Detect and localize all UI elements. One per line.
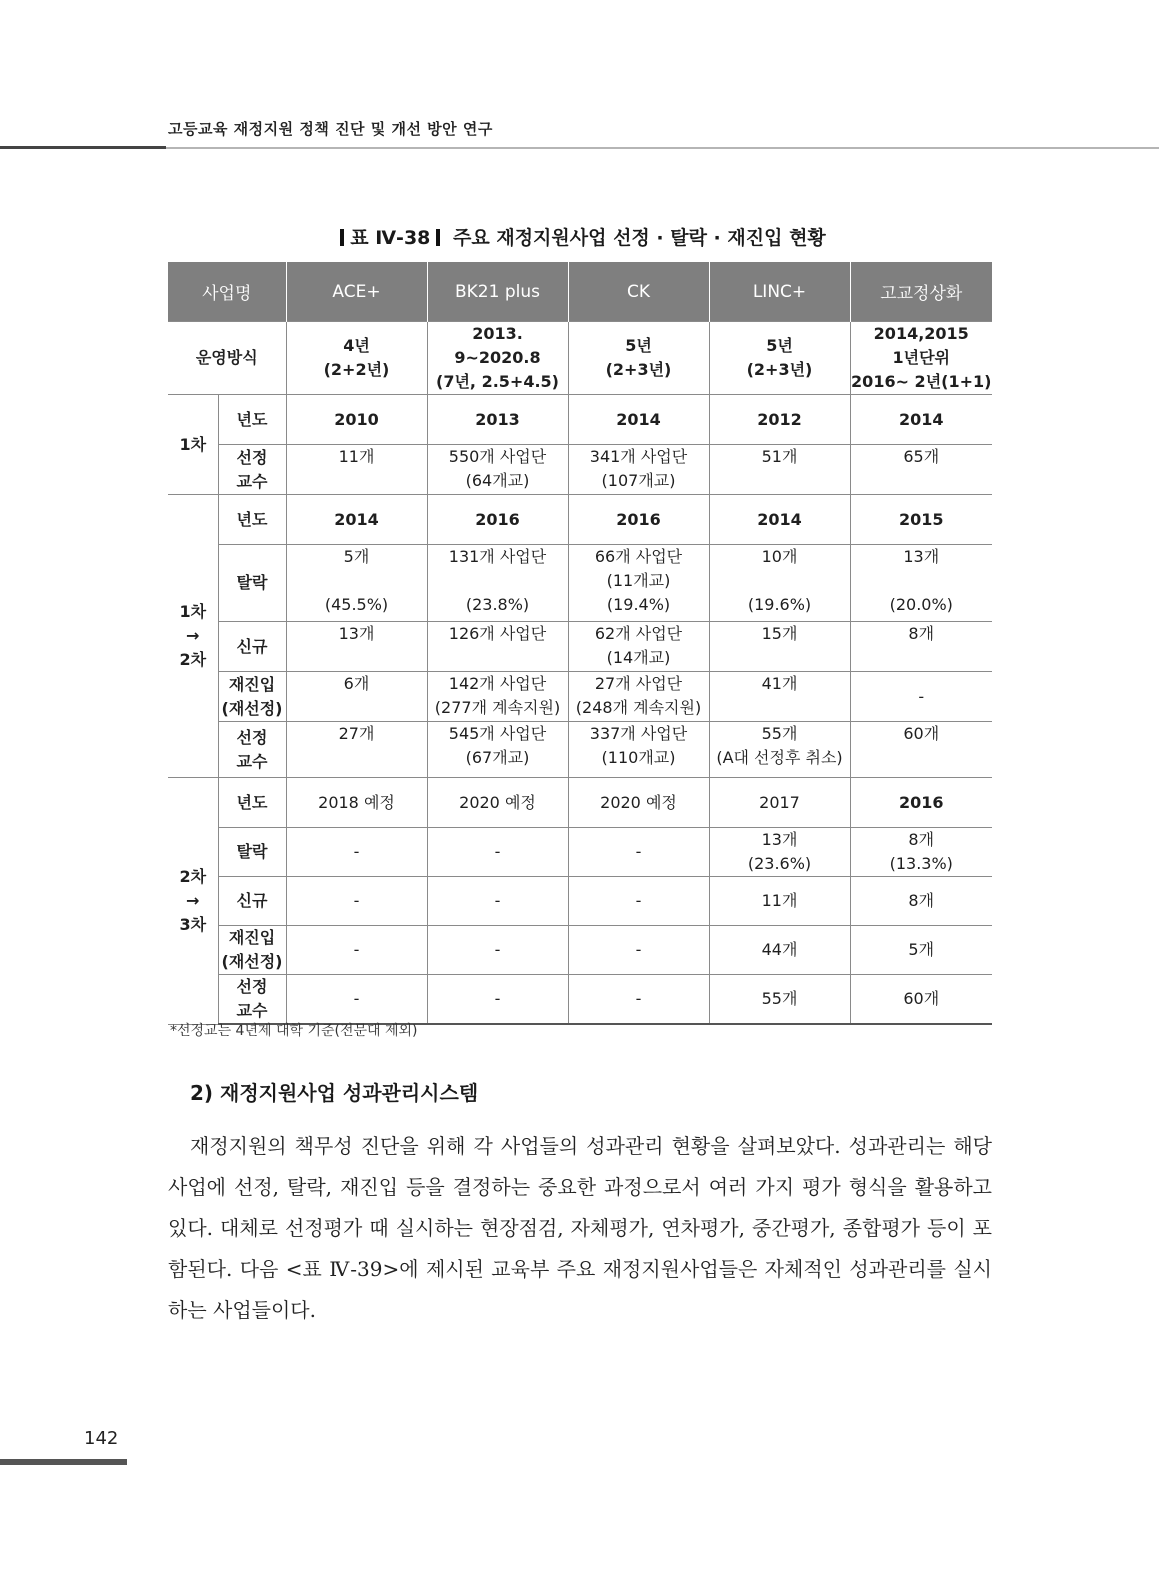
table-cell: 27개 사업단 (248개 계속지원) <box>568 672 709 722</box>
table-cell: 6개 <box>286 672 427 722</box>
table-footnote: *선정교는 4년제 대학 기준(전문대 제외) <box>170 1023 418 1039</box>
header-cell: 고교정상화 <box>850 262 992 322</box>
table-cell: - <box>568 926 709 975</box>
group-label: 1차 <box>168 395 218 495</box>
table-cell: 126개 사업단 <box>427 622 568 672</box>
row-label: 운영방식 <box>168 322 286 395</box>
table-row <box>168 322 992 395</box>
table-cell: 44개 <box>709 926 850 975</box>
table-cell: 2016 <box>850 778 992 828</box>
table-cell: - <box>427 975 568 1025</box>
table-cell: 131개 사업단 (23.8%) <box>427 545 568 622</box>
table-cell: 8개 <box>850 877 992 926</box>
table-cell: - <box>568 975 709 1025</box>
table-cell: 2010 <box>286 395 427 445</box>
header-cell: LINC+ <box>709 262 850 322</box>
table-row <box>168 395 992 445</box>
table-caption <box>168 223 992 250</box>
table-cell: 8개 <box>850 622 992 672</box>
table-cell: - <box>850 672 992 722</box>
table-row <box>168 672 992 722</box>
row-label: 탈락 <box>218 545 286 622</box>
table-cell: 27개 <box>286 722 427 778</box>
table-cell: 2014 <box>286 495 427 545</box>
table-cell: 13개 (20.0%) <box>850 545 992 622</box>
table-cell: 2013 <box>427 395 568 445</box>
group-label: 1차 → 2차 <box>168 495 218 778</box>
table-cell: 11개 <box>286 445 427 495</box>
table-cell: 5년 (2+3년) <box>709 322 850 395</box>
row-label: 년도 <box>218 495 286 545</box>
row-label: 선정 교수 <box>218 975 286 1025</box>
table-row <box>168 828 992 877</box>
header-cell: 사업명 <box>168 262 286 322</box>
row-label: 신규 <box>218 877 286 926</box>
table-row <box>168 445 992 495</box>
header-rule <box>0 146 166 149</box>
table-cell: 142개 사업단 (277개 계속지원) <box>427 672 568 722</box>
body-paragraph: 재정지원의 책무성 진단을 위해 각 사업들의 성과관리 현황을 살펴보았다. 성과관리는 해당 사업에 선정, 탈락, 재진입 등을 결정하는 중요한 과정으로서 여러 가지 평가 형식을 활용하고 있다. 대체로 선정평가 때 실시하는 현장점검, 자체평가, 연차평가, 중간평가, 종합평가 등이 포함된다. 다음 <표 Ⅳ-39>에 제시된 교육부 주요 재정지원사업들은 자체적인 성과관리를 실시하는 사업들이다. <box>168 1134 992 1322</box>
table-cell: 545개 사업단 (67개교) <box>427 722 568 778</box>
row-label: 탈락 <box>218 828 286 877</box>
table-cell: 51개 <box>709 445 850 495</box>
table-row <box>168 975 992 1025</box>
table-cell: 11개 <box>709 877 850 926</box>
table-cell: - <box>286 828 427 877</box>
table-cell: 2013. 9~2020.8 (7년, 2.5+4.5) <box>427 322 568 395</box>
header-cell: BK21 plus <box>427 262 568 322</box>
header-rule-light <box>166 147 1159 149</box>
page-number: 142 <box>84 1428 119 1449</box>
table-cell: 55개 (A대 선정후 취소) <box>709 722 850 778</box>
row-label: 선정 교수 <box>218 722 286 778</box>
table-cell: 337개 사업단 (110개교) <box>568 722 709 778</box>
table-cell: 10개 (19.6%) <box>709 545 850 622</box>
table-cell: 2020 예정 <box>427 778 568 828</box>
table-cell: 65개 <box>850 445 992 495</box>
table-cell: 62개 사업단 (14개교) <box>568 622 709 672</box>
table-row <box>168 545 992 622</box>
table-cell: - <box>427 926 568 975</box>
table-cell: 4년 (2+2년) <box>286 322 427 395</box>
table-row <box>168 877 992 926</box>
table-cell: 2020 예정 <box>568 778 709 828</box>
table-cell: 2014 <box>850 395 992 445</box>
caption-title: 주요 재정지원사업 선정 · 탈락 · 재진입 현황 <box>453 227 826 249</box>
row-label: 선정 교수 <box>218 445 286 495</box>
table-cell: 13개 <box>286 622 427 672</box>
table-row <box>168 495 992 545</box>
table-cell: 5년 (2+3년) <box>568 322 709 395</box>
table-cell: 2014 <box>568 395 709 445</box>
caption-bar-left <box>340 229 344 246</box>
table-row <box>168 622 992 672</box>
table-cell: 2012 <box>709 395 850 445</box>
table-cell: 2016 <box>427 495 568 545</box>
data-table <box>168 262 992 1025</box>
table-cell: - <box>568 828 709 877</box>
caption-number: 표 Ⅳ-38 <box>350 227 431 249</box>
running-header: 고등교육 재정지원 정책 진단 및 개선 방안 연구 <box>168 120 493 138</box>
row-label: 재진입 (재선정) <box>218 926 286 975</box>
row-label: 년도 <box>218 395 286 445</box>
table-cell: 550개 사업단 (64개교) <box>427 445 568 495</box>
footer-rule <box>0 1459 127 1465</box>
row-label: 년도 <box>218 778 286 828</box>
table-cell: 2016 <box>568 495 709 545</box>
table-cell: 2018 예정 <box>286 778 427 828</box>
table-cell: 341개 사업단 (107개교) <box>568 445 709 495</box>
table-cell: - <box>286 877 427 926</box>
table-cell: 60개 <box>850 722 992 778</box>
caption-bar-right <box>436 229 440 246</box>
table-cell: - <box>286 975 427 1025</box>
table-cell: 2017 <box>709 778 850 828</box>
row-label: 재진입 (재선정) <box>218 672 286 722</box>
table-row <box>168 722 992 778</box>
table-cell: 5개 (45.5%) <box>286 545 427 622</box>
table-cell: 2014 <box>709 495 850 545</box>
table-row <box>168 926 992 975</box>
section-title: 2) 재정지원사업 성과관리시스템 <box>190 1081 479 1105</box>
group-label: 2차 → 3차 <box>168 778 218 1025</box>
row-label: 신규 <box>218 622 286 672</box>
table-cell: 60개 <box>850 975 992 1025</box>
table-cell: 8개 (13.3%) <box>850 828 992 877</box>
table-cell: 2014,2015 1년단위 2016~ 2년(1+1) <box>850 322 992 395</box>
header-cell: ACE+ <box>286 262 427 322</box>
table-cell: - <box>286 926 427 975</box>
table-cell: - <box>427 877 568 926</box>
table-cell: 41개 <box>709 672 850 722</box>
table-cell: 5개 <box>850 926 992 975</box>
header-cell: CK <box>568 262 709 322</box>
table-cell: 2015 <box>850 495 992 545</box>
table-cell: 66개 사업단 (11개교) (19.4%) <box>568 545 709 622</box>
table-cell: 55개 <box>709 975 850 1025</box>
table-cell: - <box>568 877 709 926</box>
table-cell: 15개 <box>709 622 850 672</box>
table-header-row <box>168 262 992 322</box>
table-cell: 13개 (23.6%) <box>709 828 850 877</box>
table-row <box>168 778 992 828</box>
table-cell: - <box>427 828 568 877</box>
